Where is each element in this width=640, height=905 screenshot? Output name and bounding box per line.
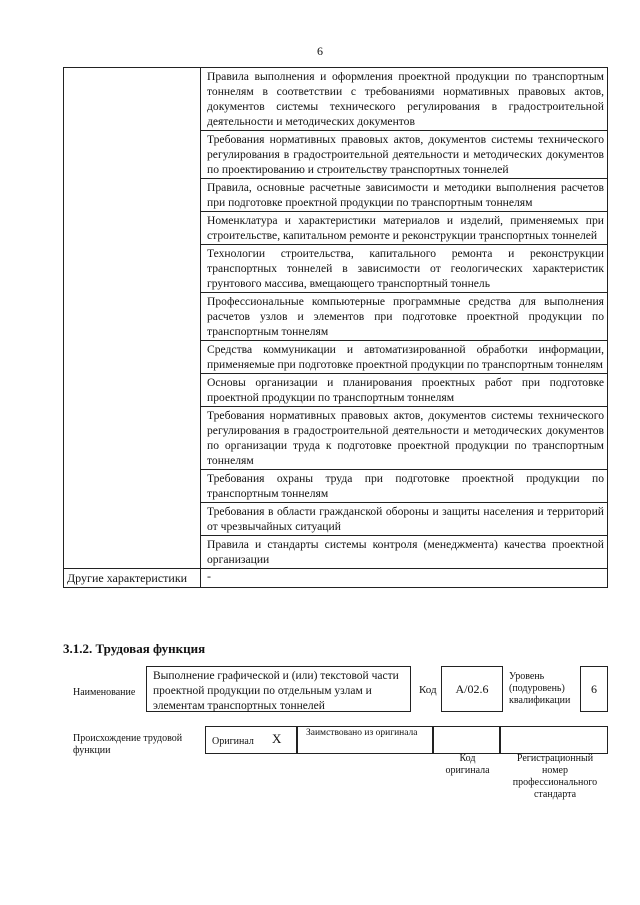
list-item: Профессиональные компьютерные программные средства для выполнения расчетов узлов и элементов при подготовке проектной продукции по транспортным тоннелям: [201, 293, 607, 341]
qualification-level-box: 6: [580, 666, 608, 712]
original-mark: X: [272, 731, 282, 746]
list-item: Средства коммуникации и автоматизированной обработки информации, применяемые при подготовке проектной продукции по транспортным тоннелям: [201, 341, 607, 374]
list-item: Правила и стандарты системы контроля (менеджмента) качества проектной организации: [207, 538, 604, 566]
original-label: Оригинал: [212, 736, 254, 747]
list-item: Технологии строительства, капитального ремонта и реконструкции транспортных тоннелей в зависимости от геологических характеристик грунтового массива, вмещающего транспортный тоннель: [201, 245, 607, 293]
borrowed-label: Заимствовано из оригинала: [306, 728, 418, 738]
reg-number-caption: Регистрационный номер профессионального стандарта: [512, 753, 598, 800]
list-item: Правила, основные расчетные зависимости и методики выполнения расчетов при подготовке проектной продукции по транспортным тоннелям: [201, 179, 607, 212]
empty-label-cell: [64, 68, 201, 569]
requirements-list: [201, 68, 608, 569]
list-item: Номенклатура и характеристики материалов и изделий, применяемых при строительстве, капитальном ремонте и реконструкции транспортных тоннелей: [201, 212, 607, 245]
table-row: [64, 68, 608, 569]
function-name-box: Выполнение графической и (или) текстовой части проектной продукции по отдельным узлам и элементам транспортных тоннелей: [146, 666, 411, 712]
code-original-cell: [433, 726, 500, 754]
code-original-caption: Код оригинала: [445, 753, 490, 776]
list-item: Требования нормативных правовых актов, документов системы технического регулирования в градостроительной деятельности и методических документов по организации труда к подготовке проектной продукции по транспортным тоннелям: [201, 407, 607, 470]
name-label: Наименование: [73, 687, 136, 698]
code-value-box: A/02.6: [441, 666, 503, 712]
other-characteristics-label: Другие характеристики: [64, 569, 201, 588]
original-cell: [205, 726, 297, 754]
list-item: Требования в области гражданской обороны и защиты населения и территорий от чрезвычайных ситуаций: [201, 503, 607, 536]
section-title: 3.1.2. Трудовая функция: [63, 641, 206, 656]
borrowed-cell: [297, 726, 433, 754]
code-label: Код: [419, 684, 437, 696]
table-row: [64, 569, 608, 588]
list-item: Требования нормативных правовых актов, документов системы технического регулирования в градостроительной деятельности и методических документов по проектированию и строительству транспортных тоннелей: [201, 131, 607, 179]
origin-label: Происхождение трудовой функции: [73, 733, 183, 756]
page-number: 6: [317, 44, 323, 58]
reg-number-cell: [500, 726, 608, 754]
list-item: Требования охраны труда при подготовке проектной продукции по транспортным тоннелям: [201, 470, 607, 503]
qualification-level-label: Уровень (подуровень) квалификации: [509, 671, 571, 706]
other-characteristics-value: -: [201, 569, 608, 588]
requirements-table: [63, 67, 608, 588]
list-item: Основы организации и планирования проектных работ при подготовке проектной продукции по транспортным тоннелям: [201, 374, 607, 407]
list-item: Правила выполнения и оформления проектной продукции по транспортным тоннелям в соответствии с требованиями нормативных правовых актов, документов системы технического регулирования в градостроительной деятельности и методических документов: [201, 68, 607, 131]
